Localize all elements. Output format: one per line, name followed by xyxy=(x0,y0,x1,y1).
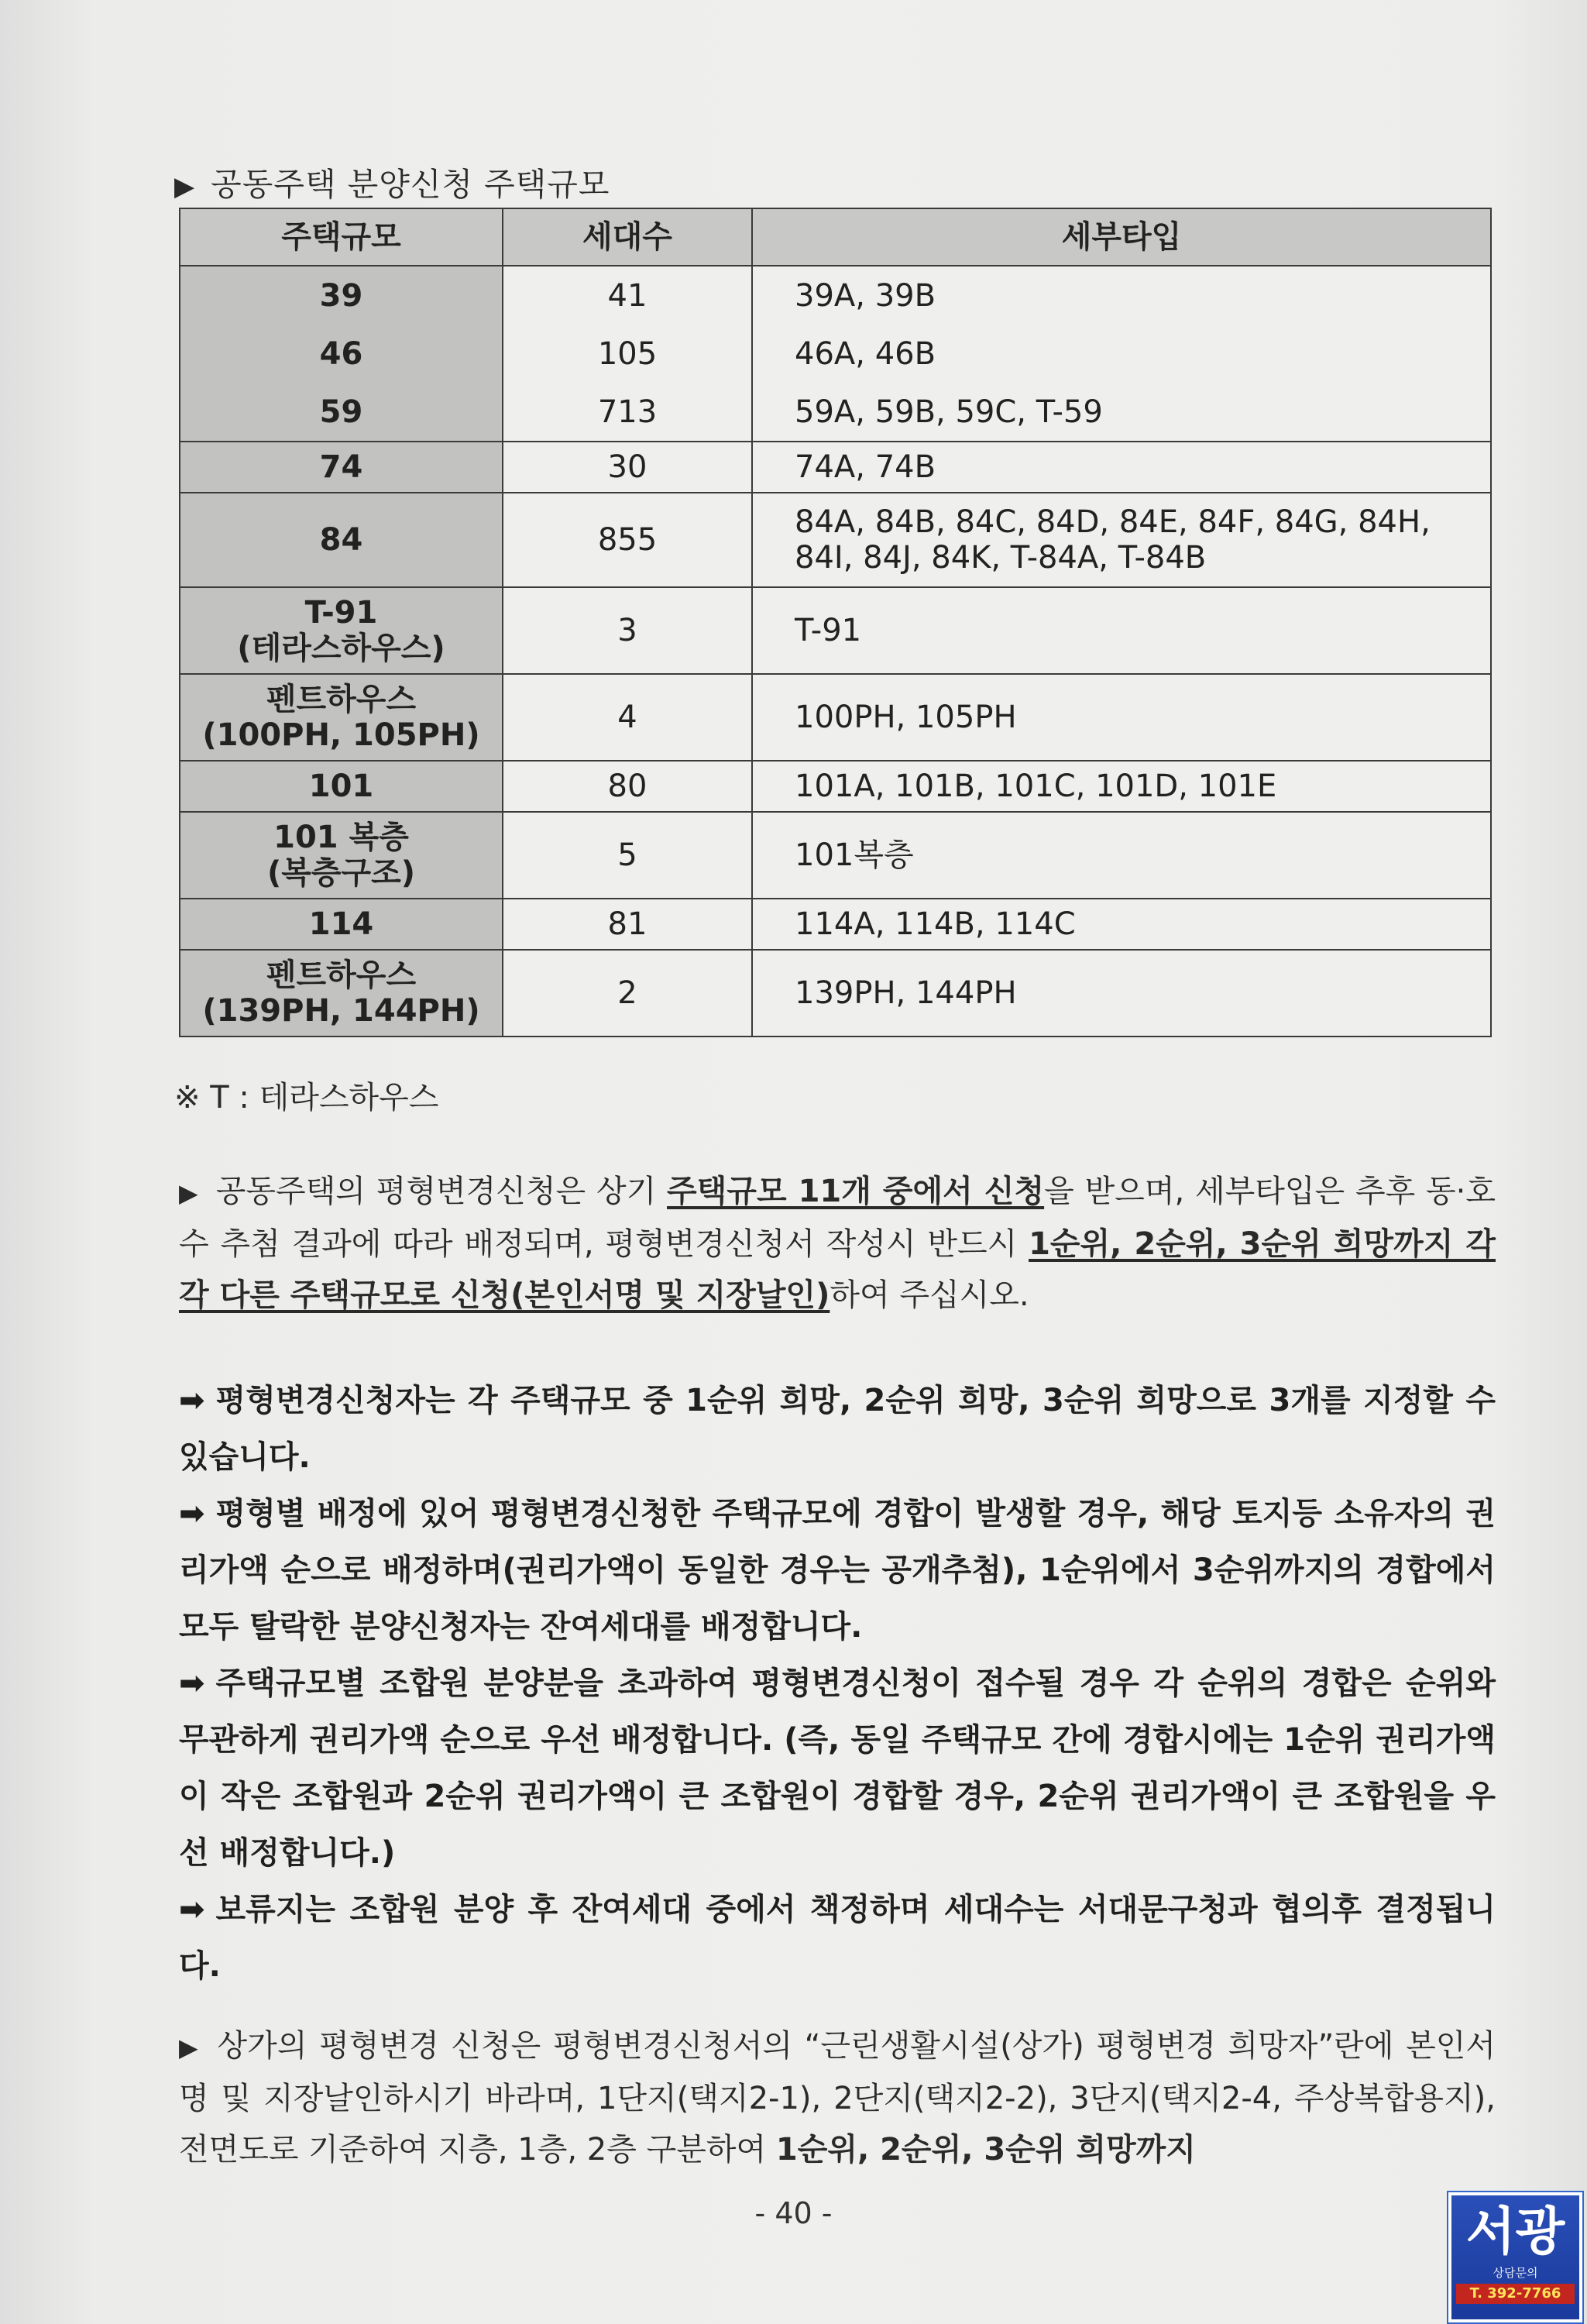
seogwang-logo xyxy=(1448,2192,1582,2322)
types-cell: 74A, 74B xyxy=(752,442,1491,493)
size-cell xyxy=(180,587,503,674)
arrow-icon: ➡ xyxy=(179,1383,205,1418)
size-line: T-91 xyxy=(304,595,378,631)
rule-item xyxy=(179,1486,1496,1655)
size-cell xyxy=(180,674,503,761)
table-row xyxy=(180,493,1491,587)
arrow-icon: ➡ xyxy=(179,1892,205,1927)
table-row xyxy=(180,761,1491,812)
types-cell: 101복층 xyxy=(752,812,1491,899)
types-line: 84A, 84B, 84C, 84D, 84E, 84F, 84G, 84H, xyxy=(795,504,1431,540)
size-cell: 46 xyxy=(180,325,503,383)
para-emphasis: 주택규모 11개 중에서 신청 xyxy=(667,1174,1045,1209)
count-cell: 105 xyxy=(503,325,752,383)
size-line: (139PH, 144PH) xyxy=(202,993,480,1029)
logo-name: 서광 xyxy=(1465,2202,1565,2261)
size-cell: 59 xyxy=(180,383,503,442)
rule-text: 평형변경신청자는 각 주택규모 중 1순위 희망, 2순위 희망, 3순위 희망으로 3개를 지정할 수 있습니다. xyxy=(179,1383,1496,1475)
size-cell: 39 xyxy=(180,266,503,325)
table-row xyxy=(180,899,1491,950)
para-emphasis: 1순위, 2순위, 3순위 희망까지 xyxy=(775,2132,1196,2168)
para-text: 상가의 평형변경 신청은 평형변경신청서의 “근린생활시설(상가) 평형변경 희망자”란에 본인서명 및 지장날인하시기 바라며, 1단지(택지2-1), 2단지(택지2-2), 3단지(택지2-4, 주상복합용지), 전면도로 기준하여 지층, 1층, 2층 구분하여 xyxy=(179,2028,1496,2168)
header-size: 주택규모 xyxy=(180,208,503,266)
rules-list xyxy=(179,1373,1496,1995)
rule-text: 주택규모별 조합원 분양분을 초과하여 평형변경신청이 접수될 경우 각 순위의 경합은 순위와 무관하게 권리가액 순으로 우선 배정합니다. (즉, 동일 주택규모 간에 경합시에는 1순위 권리가액이 작은 조합원과 2순위 권리가액이 큰 조합원이 경합할 경우, 2순위 권리가액이 큰 조합원을 우선 배정합니다.) xyxy=(179,1666,1496,1871)
types-cell: 100PH, 105PH xyxy=(752,674,1491,761)
size-line: (테라스하우스) xyxy=(237,631,445,666)
section-title-text: 공동주택 분양신청 주택규모 xyxy=(211,166,610,203)
types-cell: 139PH, 144PH xyxy=(752,950,1491,1037)
para-text: 하여 주십시오. xyxy=(830,1277,1029,1313)
types-cell: 59A, 59B, 59C, T-59 xyxy=(752,383,1491,442)
size-line: 펜트하우스 xyxy=(266,957,417,993)
triangle-marker-icon: ▶ xyxy=(174,171,196,202)
table-header-row xyxy=(180,208,1491,266)
table-row xyxy=(180,674,1491,761)
size-cell: 114 xyxy=(180,899,503,950)
table-row xyxy=(180,587,1491,674)
count-cell: 855 xyxy=(503,493,752,587)
size-cell: 74 xyxy=(180,442,503,493)
para-emphasis: 1순위, 2순위, 3순위 희망까지 각각 다른 주택규모로 신청(본인서명 및 지장날인) xyxy=(179,1226,1496,1313)
rule-text: 평형별 배정에 있어 평형변경신청한 주택규모에 경합이 발생할 경우, 해당 토지등 소유자의 권리가액 순으로 배정하며(권리가액이 동일한 경우는 공개추첨), 1순위에서 3순위까지의 경합에서 모두 탈락한 분양신청자는 잔여세대를 배정합니다. xyxy=(179,1496,1496,1645)
logo-sub: 상담문의 xyxy=(1493,2266,1538,2280)
housing-change-paragraph xyxy=(179,1166,1496,1321)
count-cell: 4 xyxy=(503,674,752,761)
size-cell: 101 xyxy=(180,761,503,812)
commercial-change-paragraph xyxy=(179,2020,1496,2175)
types-cell: 39A, 39B xyxy=(752,266,1491,325)
count-cell: 713 xyxy=(503,383,752,442)
header-count: 세대수 xyxy=(503,208,752,266)
section-title xyxy=(174,159,610,205)
size-cell xyxy=(180,812,503,899)
types-cell: 114A, 114B, 114C xyxy=(752,899,1491,950)
para-text: 을 받으며, 세부타입은 추후 동·호수 추첨 결과에 따라 배정되며, 평형변경신청서 작성시 반드시 xyxy=(179,1174,1496,1262)
size-cell: 84 xyxy=(180,493,503,587)
table-row xyxy=(180,950,1491,1037)
table-row xyxy=(180,383,1491,442)
types-cell: 46A, 46B xyxy=(752,325,1491,383)
types-cell: 101A, 101B, 101C, 101D, 101E xyxy=(752,761,1491,812)
rule-item xyxy=(179,1373,1496,1486)
size-cell xyxy=(180,950,503,1037)
table-row xyxy=(180,266,1491,325)
arrow-icon: ➡ xyxy=(179,1496,205,1532)
types-cell: T-91 xyxy=(752,587,1491,674)
count-cell: 81 xyxy=(503,899,752,950)
count-cell: 5 xyxy=(503,812,752,899)
size-line: (100PH, 105PH) xyxy=(202,717,480,753)
types-cell xyxy=(752,493,1491,587)
terrace-note: ※ T : 테라스하우스 xyxy=(174,1080,439,1116)
count-cell: 2 xyxy=(503,950,752,1037)
size-line: 펜트하우스 xyxy=(266,682,417,717)
triangle-marker-icon: ▶ xyxy=(179,2033,201,2062)
triangle-marker-icon: ▶ xyxy=(179,1178,199,1208)
count-cell: 3 xyxy=(503,587,752,674)
para-text: 공동주택의 평형변경신청은 상기 xyxy=(215,1174,668,1209)
housing-size-table xyxy=(179,208,1492,1037)
table-row xyxy=(180,812,1491,899)
count-cell: 41 xyxy=(503,266,752,325)
types-line: 84I, 84J, 84K, T-84A, T-84B xyxy=(795,540,1207,576)
page-number: - 40 - xyxy=(754,2196,833,2230)
table-row xyxy=(180,442,1491,493)
rule-text: 보류지는 조합원 분양 후 잔여세대 중에서 책정하며 세대수는 서대문구청과 협의후 결정됩니다. xyxy=(179,1892,1496,1984)
count-cell: 30 xyxy=(503,442,752,493)
size-line: 101 복층 xyxy=(273,820,409,855)
header-types: 세부타입 xyxy=(752,208,1491,266)
arrow-icon: ➡ xyxy=(179,1666,205,1701)
rule-item xyxy=(179,1655,1496,1882)
count-cell: 80 xyxy=(503,761,752,812)
table-row xyxy=(180,325,1491,383)
size-line: (복층구조) xyxy=(266,855,416,891)
rule-item xyxy=(179,1882,1496,1995)
logo-tel: T. 392-7766 xyxy=(1456,2284,1575,2304)
